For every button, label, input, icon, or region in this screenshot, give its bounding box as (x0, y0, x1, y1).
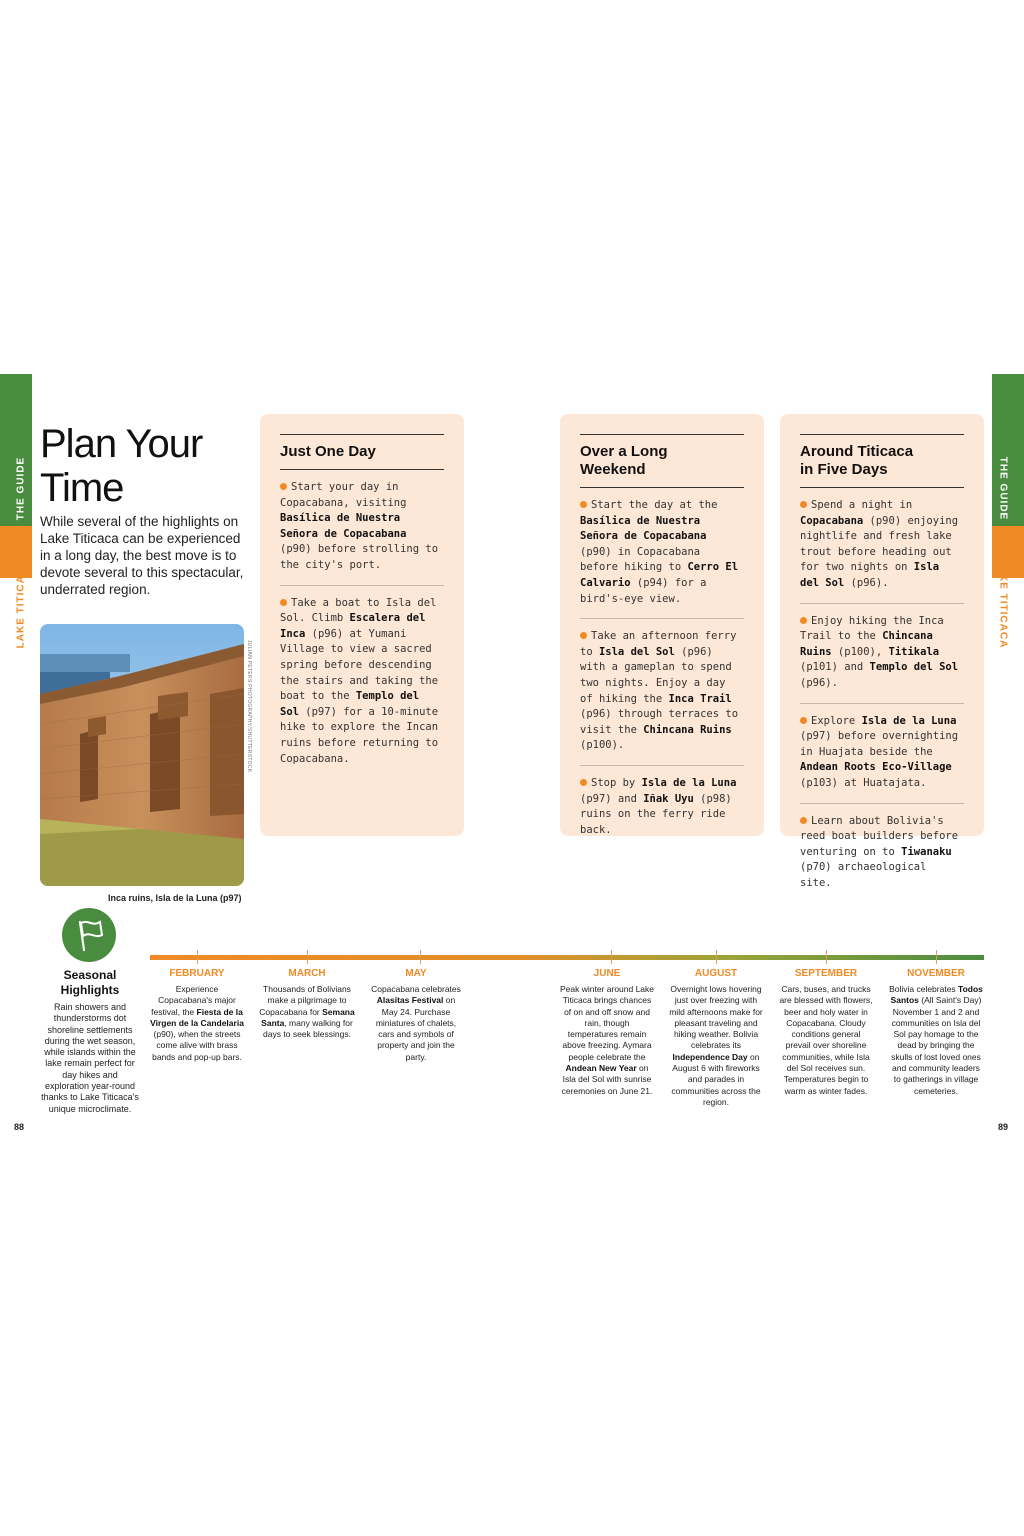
inca-ruins-photo (40, 624, 244, 886)
bullet-icon (800, 617, 807, 624)
month-june: JUNE Peak winter around Lake Titicaca brings chances of on and off snow and rain, though temperatures remain above freezing. Aymara people celebrate the Andean New Year on Isla del Sol with sunrise ceremonies on June 21. (559, 968, 655, 1096)
flag-icon (62, 908, 116, 962)
timeline-tick (936, 950, 937, 964)
month-november: NOVEMBER Bolivia celebrates Todos Santos (All Saint's Day) November 1 and 2 and communities on Isla del Sol pay homage to the dead by bringing the skulls of lost loved ones and community leaders to gatherings in village cemeteries. (889, 968, 983, 1096)
bullet-icon (280, 599, 287, 606)
bullet-icon (580, 779, 587, 786)
timeline-tick (197, 950, 198, 964)
itinerary-item: Learn about Bolivia's reed boat builders before venturing on to Tiwanaku (p70) archaeological site. (800, 814, 959, 889)
bullet-icon (800, 717, 807, 724)
intro-paragraph: While several of the highlights on Lake Titicaca can be experienced in a long day, the best move is to devote several to this spectacular, underrated region. (40, 514, 244, 597)
month-march: MARCH Thousands of Bolivians make a pilgrimage to Copacabana for Semana Santa, many walking for days to seek blessings. (259, 968, 355, 1040)
section-label-right: THE GUIDE (997, 456, 1009, 521)
month-february: FEBRUARY Experience Copacabana's major festival, the Fiesta de la Virgen de la Candelaria (p90), when the streets come alive with brass bands and pop-up bars. (150, 968, 244, 1062)
timeline-tick (611, 950, 612, 964)
itinerary-card-weekend (560, 414, 764, 836)
bullet-icon (800, 817, 807, 824)
itinerary-item: Spend a night in Copacabana (p90) enjoying nightlife and fresh lake trout before heading out for two nights on Isla del Sol (p96). (800, 488, 964, 604)
month-may: MAY Copacabana celebrates Alasitas Festival on May 24. Purchase miniatures of chalets, cars and symbols of property and join the party. (371, 968, 461, 1062)
itinerary-item: Start your day in Copacabana, visiting Basílica de Nuestra Señora de Copacabana (p90) before strolling to the city's port. (280, 470, 444, 586)
page-title: Plan Your Time (40, 422, 203, 510)
month-september: SEPTEMBER Cars, buses, and trucks are blessed with flowers, beer and holy water in Copacabana. Cloudy conditions general prevail over shoreline communities, while Isla del Sol receives sun. Temperatures begin to warm as winter fades. (779, 968, 873, 1096)
bullet-icon (580, 501, 587, 508)
page-number-left: 88 (14, 1122, 25, 1132)
chapter-label-right: LAKE TITICACA (997, 558, 1009, 649)
itinerary-item: Take a boat to Isla del Sol. Climb Escalera del Inca (p96) at Yumani Village to view a sacred spring before descending the stairs and taking the boat to the Templo del Sol (p97) for a 10-minute hike to explore the Incan ruins before returning to Copacabana. (280, 596, 439, 765)
timeline-tick (826, 950, 827, 964)
timeline-tick (307, 950, 308, 964)
itinerary-item: Start the day at the Basílica de Nuestra Señora de Copacabana (p90) in Copacabana before hiking to Cerro El Calvario (p94) for a bird's-eye view. (580, 488, 744, 619)
itinerary-item: Stop by Isla de la Luna (p97) and Iñak Uyu (p98) ruins on the ferry ride back. (580, 776, 737, 836)
section-label-left: THE GUIDE (15, 456, 27, 521)
page-number-right: 89 (998, 1122, 1009, 1132)
seasonal-title: Seasonal Highlights (60, 968, 120, 997)
bullet-icon (280, 483, 287, 490)
photo-credit: JULIAN PETERS PHOTOGRAPHY/SHUTTERSTOCK (246, 640, 252, 773)
itinerary-item: Take an afternoon ferry to Isla del Sol (p96) with a gameplan to spend two nights. Enjoy a day of hiking the Inca Trail (p96) through terraces to visit the Chincana Ruins (p100). (580, 619, 744, 766)
card-title: Just One Day (280, 434, 444, 470)
timeline-tick (716, 950, 717, 964)
itinerary-card-one-day (260, 414, 464, 836)
month-august: AUGUST Overnight lows hovering just over freezing with mild afternoons make for pleasant traveling and hiking weather. Bolivia celebrates its Independence Day on August 6 with fireworks and parades in communities across the region. (669, 968, 763, 1107)
card-title: Around Titicaca in Five Days (800, 434, 964, 488)
itinerary-item: Explore Isla de la Luna (p97) before overnighting in Huajata beside the Andean Roots Eco-Village (p103) at Huatajata. (800, 704, 964, 804)
season-timeline (150, 955, 984, 960)
timeline-tick (420, 950, 421, 964)
bullet-icon (580, 632, 587, 639)
itinerary-card-five-days (780, 414, 984, 889)
photo-caption: Inca ruins, Isla de la Luna (p97) (108, 893, 242, 903)
seasonal-description: Rain showers and thunderstorms dot shoreline settlements during the wet season, while islands within the lake remain perfect for day hikes and exploration year-round thanks to Lake Titicaca's unique microclimate. (41, 1002, 139, 1114)
itinerary-item: Enjoy hiking the Inca Trail to the Chincana Ruins (p100), Titikala (p101) and Templo del Sol (p96). (800, 604, 964, 704)
chapter-label-left: LAKE TITICACA (15, 558, 27, 649)
bullet-icon (800, 501, 807, 508)
card-title: Over a Long Weekend (580, 434, 744, 488)
